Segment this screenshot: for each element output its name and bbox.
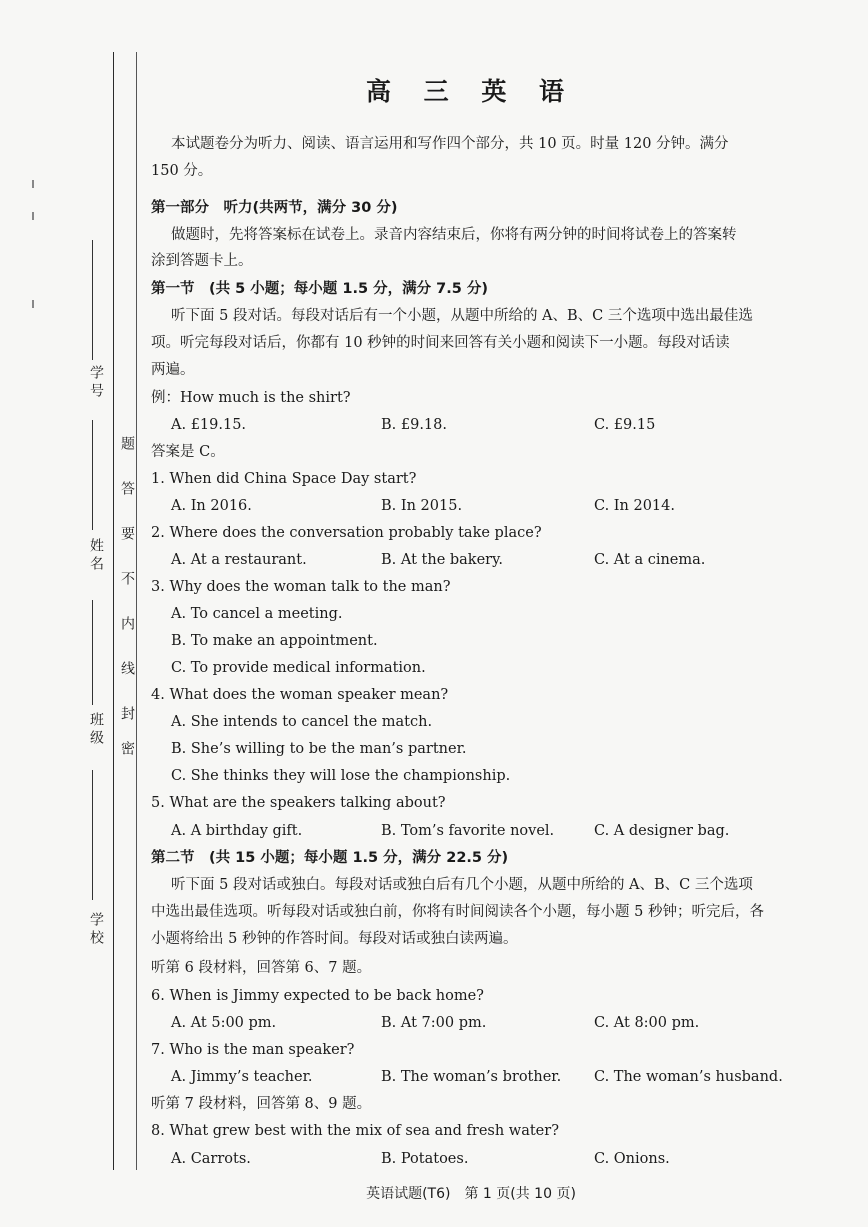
q7-option-b[interactable]: B. The woman’s brother. [381, 1069, 562, 1085]
seal-char: 要 [119, 523, 135, 543]
section1-instruction: 听下面 5 段对话。每段对话后有一个小题，从题中所给的 A、B、C 三个选项中选出最佳选 [171, 308, 753, 324]
seal-char: 题 [119, 433, 135, 453]
q1-option-a[interactable]: A. In 2016. [171, 498, 252, 514]
q1-option-c[interactable]: C. In 2014. [594, 498, 675, 514]
name-fill-line[interactable] [92, 420, 105, 530]
section2-heading: 第二节 (共 15 小题；每小题 1.5 分，满分 22.5 分) [151, 850, 509, 866]
section2-instruction: 小题将给出 5 秒钟的作答时间。每段对话或独白读两遍。 [151, 931, 518, 947]
q4-option-b[interactable]: B. She’s willing to be the man’s partner. [171, 741, 467, 757]
q3-option-a[interactable]: A. To cancel a meeting. [171, 606, 343, 622]
q6-option-a[interactable]: A. At 5:00 pm. [171, 1015, 277, 1031]
question-7: 7. Who is the man speaker? [151, 1042, 355, 1058]
q6-option-c[interactable]: C. At 8:00 pm. [594, 1015, 700, 1031]
question-5: 5. What are the speakers talking about? [151, 795, 446, 811]
q5-option-c[interactable]: C. A designer bag. [594, 823, 730, 839]
class-fill-line[interactable] [92, 600, 105, 705]
section1-heading: 第一节 (共 5 小题；每小题 1.5 分，满分 7.5 分) [151, 281, 489, 297]
part1-instruction: 做题时，先将答案标在试卷上。录音内容结束后，你将有两分钟的时间将试卷上的答案转 [171, 227, 737, 243]
section1-instruction: 项。听完每段对话后，你都有 10 秒钟的时间来回答有关小题和阅读下一小题。每段对话读 [151, 335, 730, 351]
binding-line-outer [113, 52, 114, 1170]
q8-option-b[interactable]: B. Potatoes. [381, 1151, 469, 1167]
question-1: 1. When did China Space Day start? [151, 471, 417, 487]
student-id-label: 学号 [88, 365, 104, 401]
section2-instruction: 听下面 5 段对话或独白。每段对话或独白后有几个小题，从题中所给的 A、B、C 三个选项 [171, 877, 753, 893]
seal-char: 封 [119, 703, 135, 723]
section2-instruction: 中选出最佳选项。听每段对话或独白前，你将有时间阅读各个小题，每小题 5 秒钟；听完后，各 [151, 904, 764, 920]
page-footer: 英语试题(T6) 第 1 页(共 10 页) [366, 1186, 576, 1202]
q4-option-c[interactable]: C. She thinks they will lose the championship. [171, 768, 511, 784]
q2-option-b[interactable]: B. At the bakery. [381, 552, 503, 568]
name-label: 姓名 [88, 538, 104, 574]
q2-option-a[interactable]: A. At a restaurant. [171, 552, 307, 568]
seal-char: 不 [119, 568, 135, 588]
example-answer: 答案是 C。 [151, 444, 225, 460]
class-label: 班级 [88, 712, 104, 748]
intro-text: 本试题卷分为听力、阅读、语言运用和写作四个部分，共 10 页。时量 120 分钟。满分 [171, 136, 729, 152]
question-6: 6. When is Jimmy expected to be back home? [151, 988, 484, 1004]
margin-tick [32, 180, 34, 188]
student-id-fill-line[interactable] [92, 240, 105, 360]
q8-option-a[interactable]: A. Carrots. [171, 1151, 251, 1167]
section1-instruction: 两遍。 [151, 362, 195, 378]
q2-option-c[interactable]: C. At a cinema. [594, 552, 706, 568]
material-7-heading: 听第 7 段材料，回答第 8、9 题。 [151, 1096, 372, 1112]
example-question: 例：How much is the shirt? [151, 390, 351, 406]
seal-char: 密 [119, 738, 135, 758]
seal-char: 内 [119, 613, 135, 633]
page-title: 高 三 英 语 [365, 77, 577, 106]
q8-option-c[interactable]: C. Onions. [594, 1151, 670, 1167]
q5-option-a[interactable]: A. A birthday gift. [171, 823, 303, 839]
material-6-heading: 听第 6 段材料，回答第 6、7 题。 [151, 960, 372, 976]
q4-option-a[interactable]: A. She intends to cancel the match. [171, 714, 433, 730]
q5-option-b[interactable]: B. Tom’s favorite novel. [381, 823, 555, 839]
example-option-b: B. £9.18. [381, 417, 447, 433]
example-option-c: C. £9.15 [594, 417, 656, 433]
margin-tick [32, 212, 34, 220]
seal-char: 答 [119, 478, 135, 498]
q3-option-c[interactable]: C. To provide medical information. [171, 660, 426, 676]
school-fill-line[interactable] [92, 770, 105, 900]
q7-option-a[interactable]: A. Jimmy’s teacher. [171, 1069, 313, 1085]
q3-option-b[interactable]: B. To make an appointment. [171, 633, 378, 649]
margin-tick [32, 300, 34, 308]
seal-char: 线 [119, 658, 135, 678]
q7-option-c[interactable]: C. The woman’s husband. [594, 1069, 783, 1085]
intro-text: 150 分。 [151, 163, 213, 179]
binding-line-inner [136, 52, 137, 1170]
question-8: 8. What grew best with the mix of sea and fresh water? [151, 1123, 559, 1139]
q1-option-b[interactable]: B. In 2015. [381, 498, 463, 514]
question-4: 4. What does the woman speaker mean? [151, 687, 449, 703]
part1-heading: 第一部分 听力(共两节，满分 30 分) [151, 200, 398, 216]
question-2: 2. Where does the conversation probably take place? [151, 525, 542, 541]
school-label: 学校 [88, 912, 104, 948]
question-3: 3. Why does the woman talk to the man? [151, 579, 451, 595]
q6-option-b[interactable]: B. At 7:00 pm. [381, 1015, 487, 1031]
example-option-a: A. £19.15. [171, 417, 247, 433]
part1-instruction: 涂到答题卡上。 [151, 253, 253, 269]
